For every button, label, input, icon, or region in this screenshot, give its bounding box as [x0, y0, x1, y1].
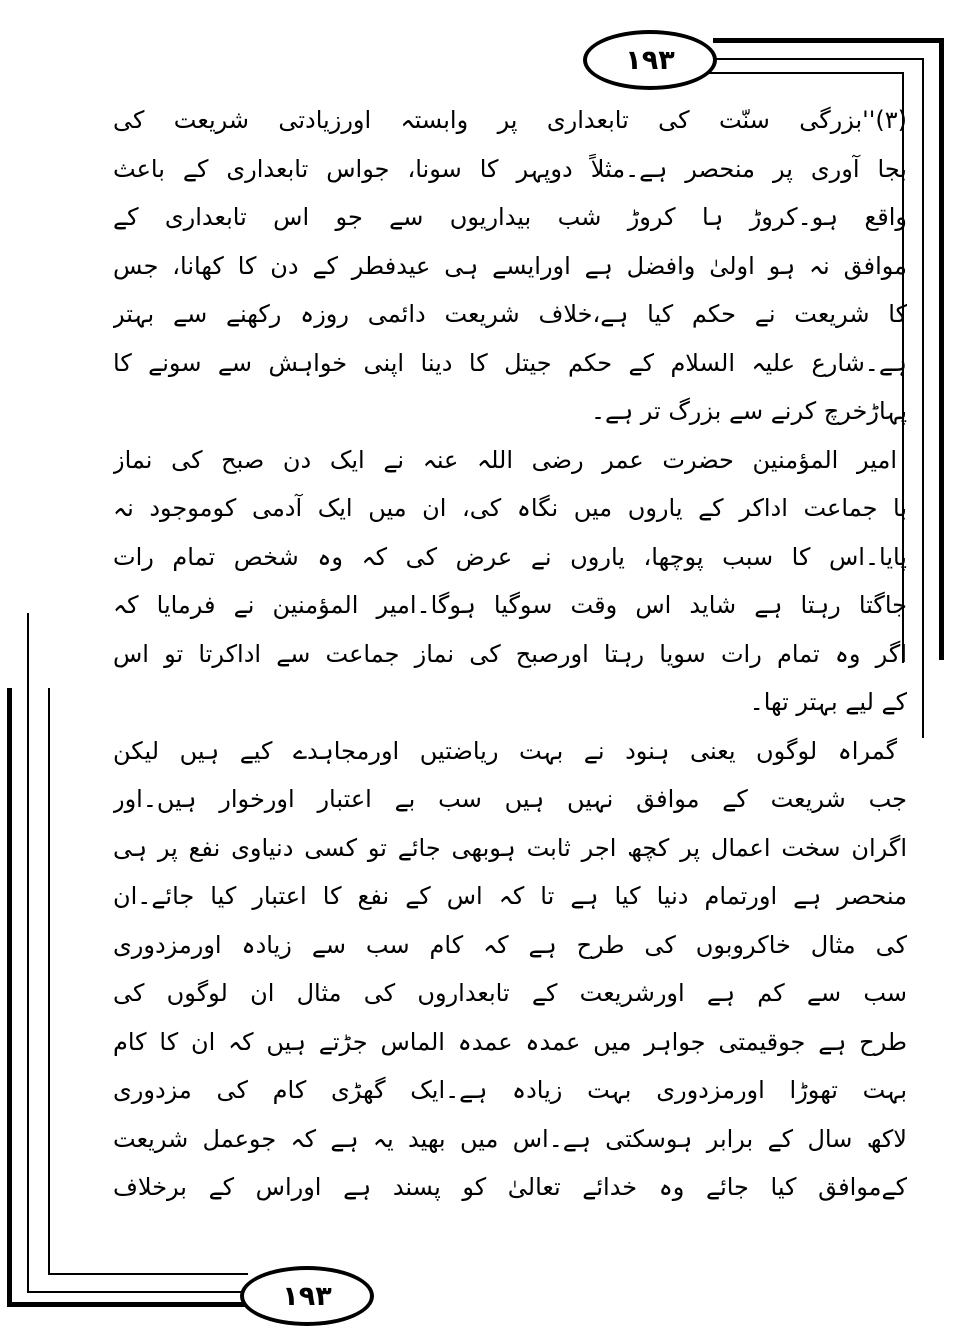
text-line: جاگتا رہتا ہے شاید اس وقت سوگیا ہوگا۔امیر المؤمنین نے فرمایا کہ [113, 591, 907, 619]
text-line: اگران سخت اعمال پر کچھ اجر ثابت ہوبھی جائے تو کسی دنیاوی نفع پر ہی [113, 833, 907, 862]
text-line: سب سے کم ہے اورشریعت کے تابعداروں کی مثال ان لوگوں کی [113, 979, 907, 1007]
text-line: پہاڑخرچ کرنے سے بزرگ تر ہے۔ [590, 397, 907, 425]
frame-line [706, 72, 904, 74]
text-line: کی مثال خاکروبوں کی طرح ہے کہ کام سب سے زیادہ اورمزدوری [113, 930, 907, 959]
frame-line [48, 688, 50, 1275]
text-line: منحصر ہے اورتمام دنیا کیا ہے تا کہ اس کے نفع کا اعتبار کیا جائے۔ان [113, 882, 907, 910]
text-line: واقع ہو۔کروڑ ہا کروڑ شب بیداریوں سے جو اس تابعداری کے [113, 203, 907, 231]
page-number-badge-top [583, 30, 717, 90]
text-line: موافق نہ ہو اولیٰ وافضل ہے اورایسے ہی عیدفطر کے دن کا کھانا، جس [113, 251, 907, 280]
text-line: (۳)''بزرگی سنّت کی تابعداری پر وابستہ اورزیادتی شریعت کی [113, 106, 907, 134]
frame-line [710, 58, 924, 60]
frame-line [7, 688, 12, 1307]
text-line: ہے۔شارع علیہ السلام کے حکم جیتل کا دینا اپنی خواہش سے سونے کا [113, 348, 907, 377]
page-number: ۱۹۳ [282, 1280, 332, 1312]
text-line: پایا۔اس کا سبب پوچھا، یاروں نے عرض کی کہ وہ شخص تمام رات [113, 542, 907, 571]
text-line: اگر وہ تمام رات سویا رہتا اورصبح کی نماز جماعت سے اداکرتا تو اس [113, 639, 907, 668]
text-line: امیر المؤمنین حضرت عمر رضی اللہ عنہ نے ایک دن صبح کی نماز [113, 445, 897, 474]
text-line: جب شریعت کے موافق نہیں ہیں سب بے اعتبار اورخوار ہیں۔اور [113, 785, 907, 813]
paragraph [113, 727, 907, 1212]
text-line: گمراہ لوگوں یعنی ہنود نے بہت ریاضتیں اورمجاہدے کیے ہیں لیکن [113, 736, 897, 765]
frame-line [27, 1291, 242, 1293]
frame-line [939, 38, 944, 660]
text-line: بجا آوری پر منحصر ہے۔مثلاً دوپہر کا سونا، جواس تابعداری کے باعث [113, 154, 907, 183]
page-number: ۱۹۳ [625, 44, 675, 76]
frame-line [922, 58, 924, 738]
frame-line [48, 1273, 248, 1275]
body-text [113, 96, 907, 1212]
text-line: بہت تھوڑا اورمزدوری بہت زیادہ ہے۔ایک گھڑی کام کی مزدوری [113, 1076, 907, 1104]
text-line: کا شریعت نے حکم کیا ہے،خلاف شریعت دائمی روزہ رکھنے سے بہتر [113, 300, 907, 328]
paragraph [113, 96, 907, 436]
frame-line [7, 1302, 248, 1307]
text-line: کےموافق کیا جائے وہ خدائے تعالیٰ کو پسند ہے اوراس کے برخلاف [113, 1173, 907, 1201]
text-line: لاکھ سال کے برابر ہوسکتی ہے۔اس میں بھید یہ ہے کہ جوعمل شریعت [113, 1124, 907, 1153]
page-number-badge-bottom [240, 1266, 374, 1326]
text-line: طرح ہے جوقیمتی جواہر میں عمدہ عمدہ الماس جڑتے ہیں کہ ان کا کام [113, 1027, 907, 1056]
text-line: با جماعت اداکر کے یاروں میں نگاہ کی، ان میں ایک آدمی کوموجود نہ [113, 494, 907, 522]
text-line: کے لیے بہتر تھا۔ [749, 688, 907, 716]
paragraph [113, 436, 907, 727]
frame-line [27, 613, 29, 1293]
frame-line [713, 38, 944, 43]
